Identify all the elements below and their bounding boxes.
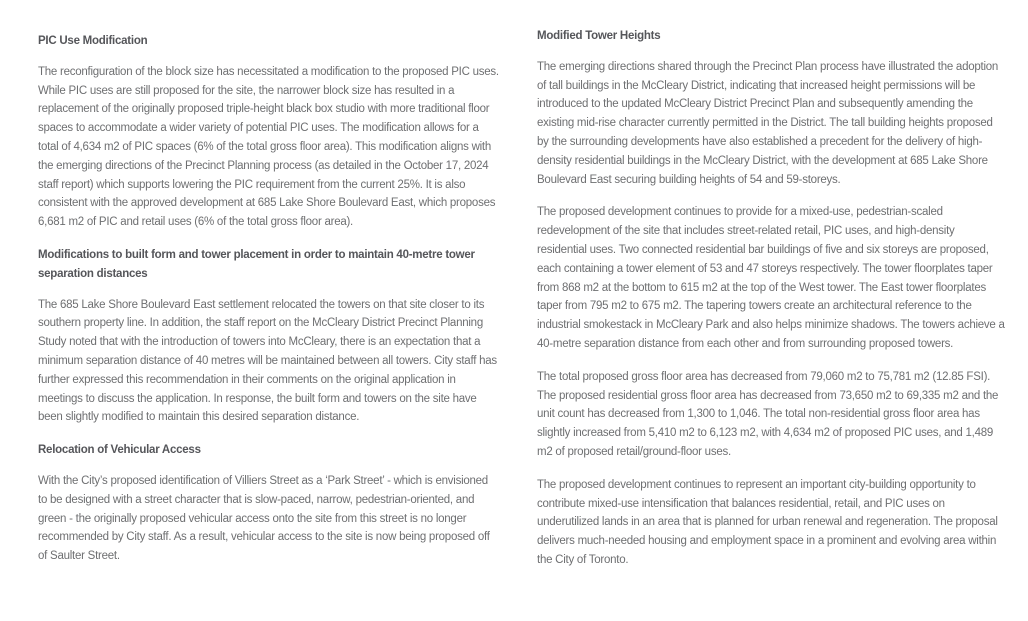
section-heading: Relocation of Vehicular Access	[38, 444, 201, 457]
section-heading: Modifications to built form and tower placement in order to maintain 40-metre tower separation distances	[38, 248, 475, 280]
section-heading: Modified Tower Heights	[537, 30, 661, 42]
section-pic-use-modification	[38, 32, 499, 232]
section-relocation-vehicular-access	[38, 441, 499, 566]
section-built-form-tower-placement	[38, 246, 499, 427]
paragraph: With the City’s proposed identification of Villiers Street as a ‘Park Street’ - which is envisioned to be designed with a street character that is slow-paced, narrow, pedestrian-oriented, and green - the originally proposed vehicular access onto the site from this street is no longer recommended by City staff. As a result, vehicular access to the site is now being proposed off of Saulter Street.	[38, 474, 490, 563]
right-column	[537, 0, 1028, 621]
paragraph: The proposed development continues to provide for a mixed-use, pedestrian-scaled redevelopment of the site that includes street-related retail, PIC uses, and high-density residential uses. Two connected residential bar buildings of five and six storeys are proposed, each containing a tower element of 53 and 47 storeys respectively. The tower floorplates taper from 868 m2 at the bottom to 615 m2 at the top of the West tower. The East tower floorplates taper from 795 m2 to 675 m2. The tapering towers create an architectural reference to the industrial smokestack in McCleary Park and also helps minimize shadows. The towers achieve a 40-metre separation distance from each other and from surrounding proposed towers.	[537, 206, 1005, 350]
paragraph: The 685 Lake Shore Boulevard East settlement relocated the towers on that site closer to its southern property line. In addition, the staff report on the McCleary District Precinct Planning Study noted that with the introduction of towers into McCleary, there is an expectation that a minimum separation distance of 40 metres will be maintained between all towers. City staff has further expressed this recommendation in their comments on the original application in meetings to discuss the application. In response, the built form and towers on the site have been slightly modified to maintain this desired separation distance.	[38, 298, 497, 424]
paragraph: The reconfiguration of the block size has necessitated a modification to the proposed PIC uses. While PIC uses are still proposed for the site, the narrower block size has resulted in a replacement of the originally proposed triple-height black box studio with more traditional floor spaces to accommodate a wider variety of potential PIC uses. The modification allows for a total of 4,634 m2 of PIC spaces (6% of the total gross floor area). This modification aligns with the emerging directions of the Precinct Planning process (as detailed in the October 17, 2024 staff report) which supports lowering the PIC requirement from the current 25%. It is also consistent with the approved development at 685 Lake Shore Boulevard East, which proposes 6,681 m2 of PIC and retail uses (6% of the total gross floor area).	[38, 65, 499, 229]
section-modified-tower-heights	[537, 27, 1005, 570]
section-heading: PIC Use Modification	[38, 35, 148, 47]
paragraph: The proposed development continues to represent an important city-building opportunity to contribute mixed-use intensification that balances residential, retail, and PIC uses on underutilized lands in an area that is planned for urban renewal and regeneration. The proposal delivers much-needed housing and employment space in a prominent and evolving area within the City of Toronto.	[537, 478, 998, 566]
paragraph: The emerging directions shared through the Precinct Plan process have illustrated the adoption of tall buildings in the McCleary District, indicating that increased height permissions will be introduced to the updated McCleary District Precinct Plan and subsequently amending the existing mid-rise character currently permitted in the District. The tall building heights proposed by the surrounding developments have also established a precedent for the delivery of high-density residential buildings in the McCleary District, with the development at 685 Lake Shore Boulevard East securing building heights of 54 and 59-storeys.	[537, 60, 999, 186]
paragraph: The total proposed gross floor area has decreased from 79,060 m2 to 75,781 m2 (12.85 FSI). The proposed residential gross floor area has decreased from 73,650 m2 to 69,335 m2 and the unit count has decreased from 1,300 to 1,046. The total non-residential gross floor area has slightly increased from 5,410 m2 to 6,123 m2, with 4,634 m2 of proposed PIC uses, and 1,489 m2 of proposed retail/ground-floor uses.	[537, 370, 999, 458]
